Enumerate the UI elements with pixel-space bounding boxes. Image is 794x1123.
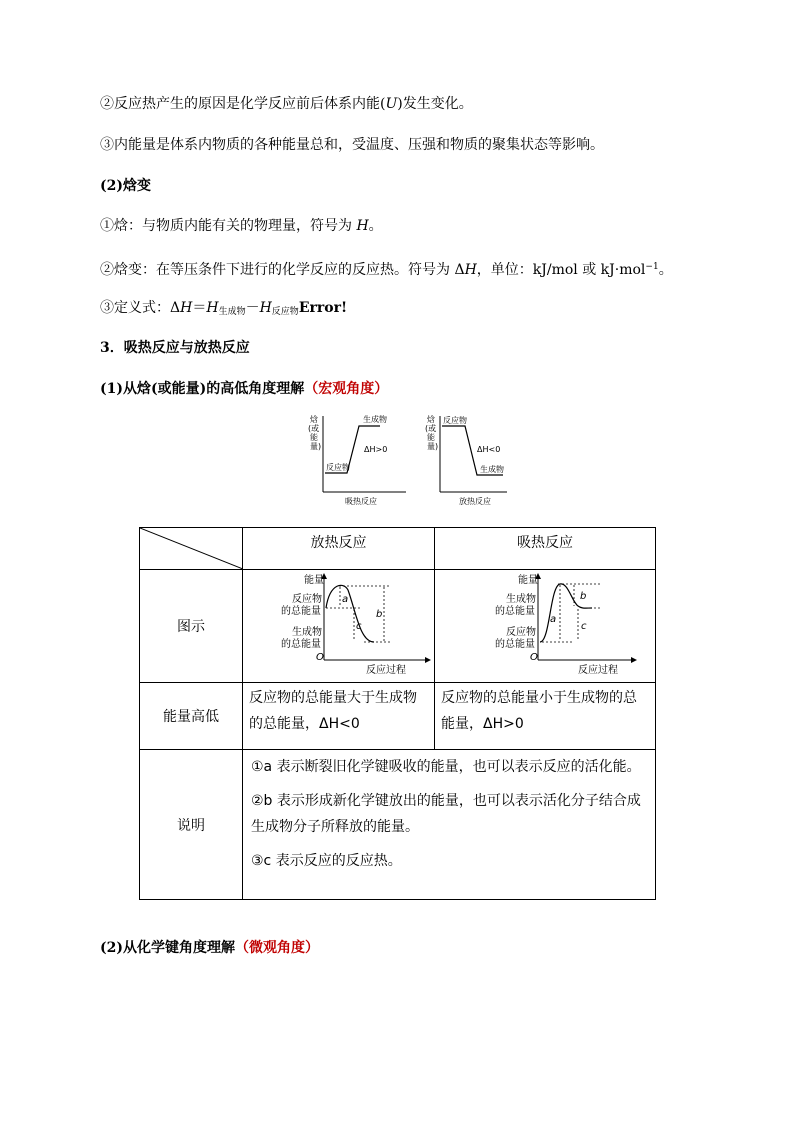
line-enthalpy: ①焓：与物质内能有关的物理量，符号为 H。 <box>100 218 383 234</box>
reaction-comparison-table <box>139 527 656 900</box>
explanation-cell <box>243 750 656 900</box>
diagram-caption: 吸热反应 <box>345 497 377 506</box>
product-energy-label: 的总能量 <box>495 606 535 617</box>
exothermic-diagram <box>425 412 529 512</box>
y-axis-label: 能量 <box>303 575 324 586</box>
row-label-explanation: 说明 <box>140 750 243 900</box>
header-exothermic: 放热反应 <box>243 528 435 570</box>
line-enthalpy-change: ②焓变：在等压条件下进行的化学反应的反应热。符号为 ΔH，单位：kJ/mol 或 kJ·mol$^{-1}$。 <box>100 262 673 278</box>
x-axis-label: 反应过程 <box>578 665 618 676</box>
origin-label: O <box>530 652 538 663</box>
product-label: 生成物 <box>363 415 387 424</box>
product-label: 生成物 <box>506 594 536 605</box>
heading-macro-view: (1)从焓(或能量)的高低角度理解（宏观角度） <box>100 381 389 397</box>
endothermic-graph-cell <box>435 570 656 683</box>
product-label: 生成物 <box>480 465 504 474</box>
endothermic-energy-text: 反应物的总能量小于生成物的总能量，ΔH>0 <box>435 683 656 750</box>
reactant-energy-label: 的总能量 <box>280 606 321 617</box>
x-axis-label: 反应过程 <box>365 665 406 676</box>
heading-micro-view: (2)从化学键角度理解（微观角度） <box>100 940 319 956</box>
reactant-energy-label: 的总能量 <box>495 639 535 650</box>
note-c: ③c 表示反应的反应热。 <box>251 853 402 869</box>
endothermic-energy-graph <box>450 572 640 680</box>
label-a: a <box>341 594 348 605</box>
y-axis-label: 焓(或能量) <box>425 415 439 451</box>
reactant-label: 反应物 <box>326 463 350 472</box>
diagram-caption: 放热反应 <box>459 497 491 506</box>
heading-enthalpy-change: (2)焓变 <box>100 178 151 194</box>
reactant-label: 反应物 <box>506 627 536 638</box>
endothermic-diagram <box>308 412 412 512</box>
diagonal-header-cell <box>140 528 243 570</box>
exothermic-energy-text: 反应物的总能量大于生成物的总能量，ΔH<0 <box>243 683 435 750</box>
note-b: ②b 表示形成新化学键放出的能量，也可以表示活化分子结合成生成物分子所释放的能量。 <box>251 793 641 835</box>
label-b: b <box>375 609 382 620</box>
header-endothermic: 吸热反应 <box>435 528 656 570</box>
y-axis-label: 焓(或能量) <box>308 415 322 451</box>
label-a: a <box>550 614 557 625</box>
line-definition-formula: ③定义式：$\Delta H=H_{生成物}-H_{反应物}Error$! <box>100 300 348 317</box>
product-energy-label: 的总能量 <box>280 639 321 650</box>
row-label-diagram: 图示 <box>140 570 243 683</box>
product-label: 生成物 <box>291 627 322 638</box>
row-label-energy-level: 能量高低 <box>140 683 243 750</box>
y-axis-label: 能量 <box>518 575 538 586</box>
reactant-label: 反应物 <box>443 416 467 425</box>
label-c: c <box>355 621 361 632</box>
line-internal-energy-cause: ②反应热产生的原因是化学反应前后体系内能(U)发生变化。 <box>100 96 473 112</box>
exothermic-graph-cell <box>243 570 435 683</box>
delta-h-label: ΔH<0 <box>477 445 501 454</box>
line-internal-energy-def: ③内能量是体系内物质的各种能量总和，受温度、压强和物质的聚集状态等影响。 <box>100 137 604 153</box>
origin-label: O <box>315 652 324 663</box>
exothermic-energy-graph <box>244 572 434 680</box>
delta-h-label: ΔH>0 <box>364 445 388 454</box>
note-a: ①a 表示断裂旧化学键吸收的能量，也可以表示反应的活化能。 <box>251 759 641 775</box>
label-b: b <box>580 591 587 602</box>
reactant-label: 反应物 <box>291 594 322 605</box>
heading-section-3: 3．吸热反应与放热反应 <box>100 340 250 356</box>
label-c: c <box>581 621 587 632</box>
